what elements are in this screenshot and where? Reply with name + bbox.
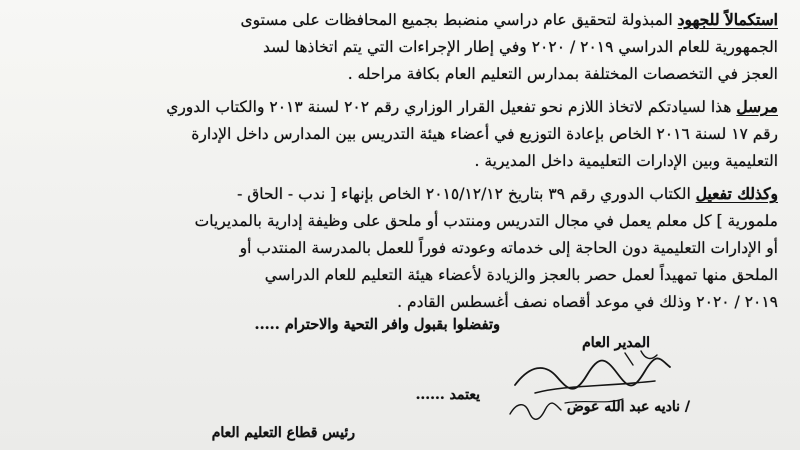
paragraph-2-line-3: التعليمية وبين الإدارات التعليمية داخل المديرية . (474, 152, 778, 170)
initials-scribble (505, 396, 565, 426)
paragraph-3-lead: وكذلك تفعيل (695, 184, 778, 203)
paragraph-3-line-1: وكذلك تفعيل الكتاب الدوري رقم ٣٩ بتاريخ ٢٠١٥/١٢/١٢ الخاص بإنهاء [ ندب - الحاق - (237, 184, 778, 203)
paragraph-3-line-3: أو الإدارات التعليمية دون الحاجة إلى خدماته وعودته فوراً للعمل بالمدرسة المنتدب أو (239, 239, 778, 257)
paragraph-3-line-2: ملمورية ] كل معلم يعمل في مجال التدريس ومنتدب أو ملحق على وظيفة إدارية بالمديريات (194, 212, 778, 230)
paragraph-3-line-5: ٢٠١٩ / ٢٠٢٠ وذلك في موعد أقصاه نصف أغسطس القادم . (397, 293, 778, 311)
approval-label: يعتمد ...... (415, 387, 480, 403)
paragraph-2-line-1: مرسل هذا لسيادتكم لاتخاذ اللازم نحو تفعيل القرار الوزاري رقم ٢٠٢ لسنة ٢٠١٣ والكتاب الدوري (166, 97, 778, 116)
paragraph-1-lead: استكمالاً للجهود (677, 10, 778, 29)
signatory-name: / ناديه عبد الله عوض (566, 399, 690, 415)
paragraph-1-line-1: استكمالاً للجهود المبذولة لتحقيق عام دراسي منضبط بجميع المحافظات على مستوى (240, 10, 778, 29)
signatory-title: رئيس قطاع التعليم العام (211, 425, 355, 441)
paragraph-3-line-4: الملحق منها تمهيداً لعمل حصر بالعجز والزيادة لأعضاء هيئة التعليم للعام الدراسي (264, 266, 778, 284)
paragraph-2-line-2: رقم ١٧ لسنة ٢٠١٦ الخاص بإعادة التوزيع في أعضاء هيئة التدريس بين المدارس داخل الإدارة (191, 125, 778, 143)
paragraph-1-line-3: العجز في التخصصات المختلفة بمدارس التعليم العام بكافة مراحله . (347, 65, 778, 83)
paragraph-2-lead: مرسل (736, 97, 778, 116)
closing-salutation: وتفضلوا بقبول وافر التحية والاحترام ..... (254, 316, 500, 333)
paragraph-1-line-2: الجمهورية للعام الدراسي ٢٠١٩ / ٢٠٢٠ وفي إطار الإجراءات التي يتم اتخاذها لسد (263, 38, 778, 56)
director-general-title: المدير العام (582, 335, 650, 351)
